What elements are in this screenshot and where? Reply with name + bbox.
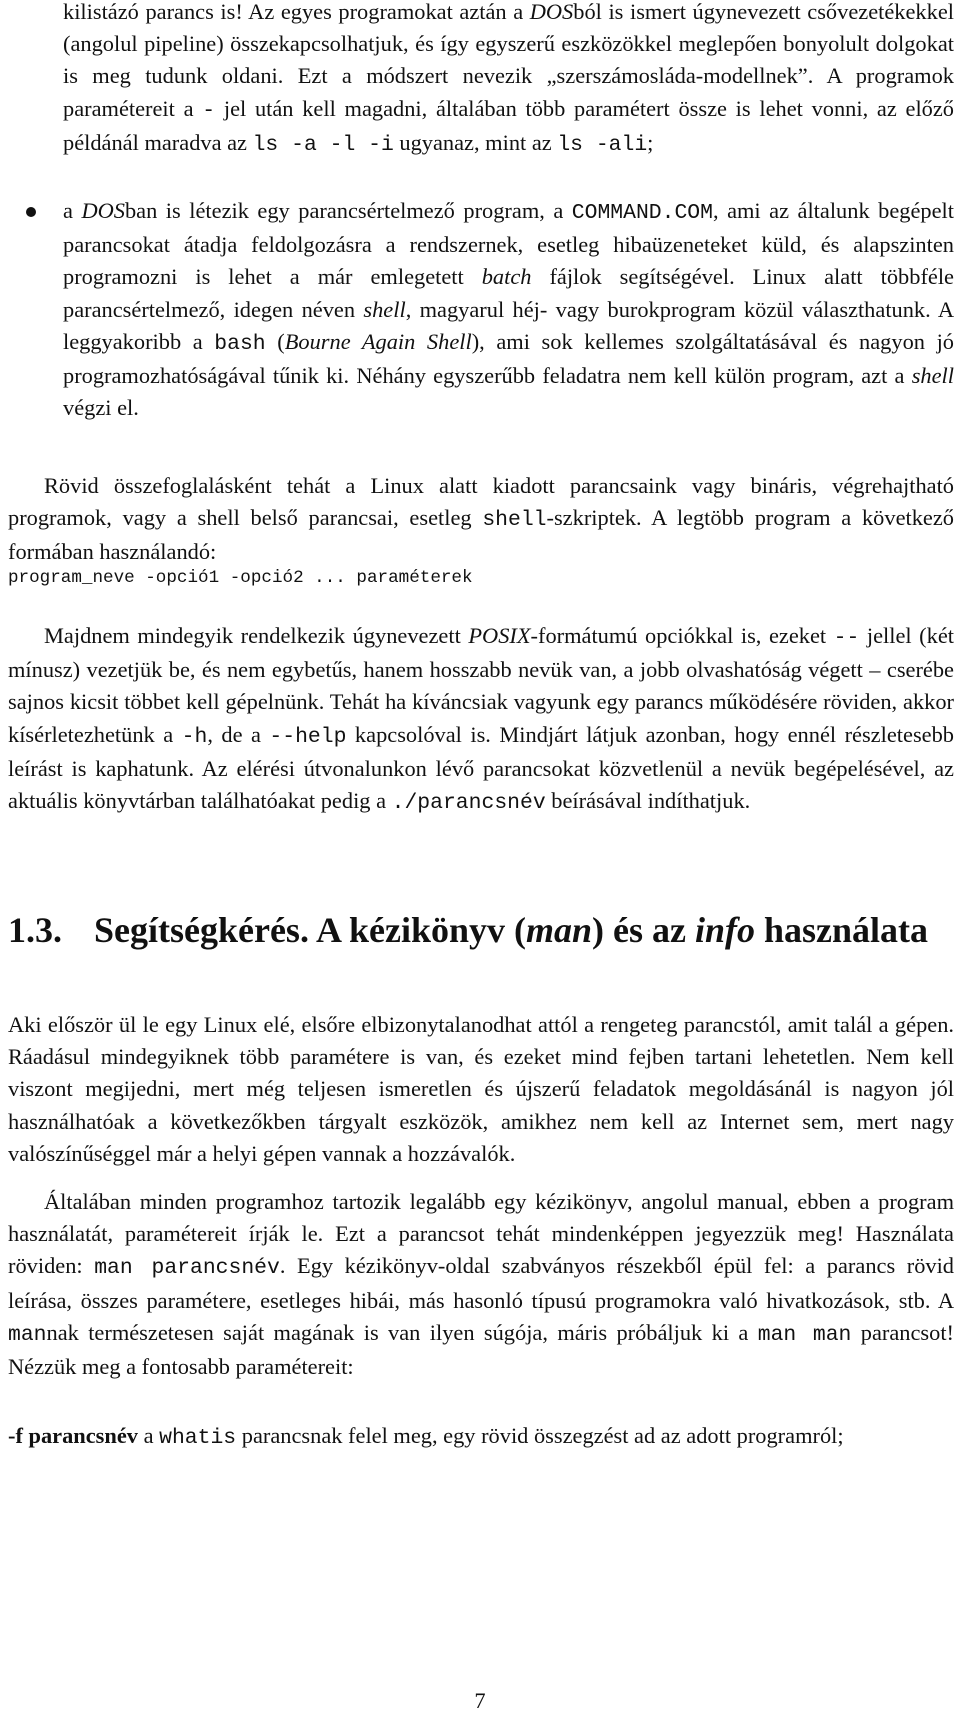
italic-term: POSIX	[468, 623, 531, 648]
section-number: 1.3.	[8, 910, 62, 950]
text-span: Általában minden programhoz tartozik legalább egy kézikönyv, angolul manual, ebben a program használatát, paramétereit írják le. Ezt a parancsot tehát mindenképpen jegyezzük meg! Használata röviden:	[8, 1189, 954, 1279]
text-span: jellel (két mínusz) vezetjük be, és nem egybetűs, hanem hosszabb nevük van, a jobb olvashatóság végett – cserébe sajnos kicsit többet kell gépelnünk. Tehát ha kíváncsiak vagyunk egy parancs működésére röviden, akkor kísérletezhetünk a	[8, 623, 954, 747]
inline-code: -h	[181, 724, 208, 749]
italic-term: shell	[363, 296, 406, 322]
inline-code: shell	[482, 508, 547, 533]
text-span: -szkriptek. A legtöbb program a következő formában használandó:	[8, 505, 954, 565]
text-span: beírásával indíthatjuk.	[545, 788, 751, 814]
text-span: parancsnak felel meg, egy rövid összegzést ad az adott programról;	[236, 1423, 844, 1448]
italic-term: Bourne Again Shell	[284, 328, 472, 354]
inline-code: COMMAND.COM	[571, 201, 713, 225]
italic-term: DOS	[529, 0, 574, 24]
text-span: nak természetesen saját magának is van ilyen súgója, máris próbáljuk ki a	[46, 1319, 758, 1345]
italic-term: shell	[911, 363, 954, 389]
inline-code: ls -a -l -i	[252, 132, 394, 157]
text-span: (	[265, 328, 285, 354]
inline-code: ./parancsnév	[391, 791, 546, 816]
manual-paragraph	[8, 1186, 954, 1383]
text-span: , de a	[207, 721, 270, 747]
summary-paragraph	[8, 470, 954, 569]
text-span: Rövid összefoglalásként tehát a Linux alatt kiadott parancsaink vagy bináris, végrehajtható programok, vagy a shell belső parancsai, esetleg	[8, 473, 954, 531]
section-heading	[8, 906, 954, 955]
text-span: fájlok segítségével. Linux alatt többféle parancsértelmező, idegen néven	[63, 264, 954, 322]
italic-term: info	[694, 910, 755, 950]
inline-code: man	[8, 1322, 47, 1347]
text-span: kapcsolóval is. Mindjárt látjuk azonban, hogy ennél részletesebb leírást is kaphatunk. Az elérési útvonalunkon lévő parancsokat közvetlenül a nevük begépelésével, az aktuális könyvtárban találhatóakat pedig a	[8, 721, 954, 814]
text-span: Majdnem mindegyik rendelkezik úgynevezett	[44, 623, 469, 648]
posix-paragraph	[8, 620, 954, 819]
text-span: végzi el.	[63, 395, 139, 421]
text-span: , ami az általunk begépelt parancsokat átadja feldolgozásra a rendszernek, esetleg hibaüzeneteket küld, és alapszinten programozni is lehet a már emlegetett	[63, 198, 954, 290]
text-span: parancsot! Nézzük meg a fontosabb paramétereit:	[8, 1319, 954, 1380]
text-span: ból is ismert úgynevezett csővezetékekkel (angolul pipeline) összekapcsolhatjuk, és így egyszerű eszközökkel meglepően bonyolult dolgokat is meg tudunk oldani. Ezt a módszert nevezik „szerszámosláda-modellnek”. A programok paramétereit a	[63, 0, 954, 121]
text-span: kilistázó parancs is! Az egyes programokat aztán a	[63, 0, 530, 24]
inline-code: --	[833, 626, 860, 650]
text-span: ) és az	[592, 910, 695, 950]
bullet-item-pipeline	[63, 0, 954, 161]
inline-code: ls -ali	[557, 132, 648, 157]
italic-term: batch	[481, 264, 532, 290]
code-example: program_neve -opció1 -opció2 ... paraméterek	[8, 568, 473, 588]
text-span: Segítségkérés. A kézikönyv (	[94, 910, 526, 950]
page-number: 7	[474, 1688, 486, 1713]
definition-item	[8, 1420, 954, 1454]
inline-code: --help	[269, 724, 347, 749]
text-span: . Egy kézikönyv-oldal szabványos részekből épül fel: a parancs rövid leírása, összes paramétere, esetleges hibái, más hasonló típusú programokra való hivatkozások, stb. A	[8, 1253, 954, 1313]
bullet-dot	[26, 207, 36, 217]
intro-paragraph: Aki először ül le egy Linux elé, elsőre elbizonytalanodhat attól a rengeteg parancstól, amit talál a gépen. Ráadásul mindegyiknek több paramétere is van, és ezeket mind fejben tartani lehetetlen. Nem kell viszont megijedni, mert még teljesen ismeretlen és újszerű feladatok megoldásánál is nagyon jól használhatóak a következőkben tárgyalt eszközök, amikhez nem kell az Internet sem, mert nagy valószínűséggel már a helyi gépen vannak a hozzávalók.	[8, 1012, 954, 1166]
inline-code: whatis	[159, 1426, 237, 1450]
inline-code: -	[202, 98, 216, 123]
text-span: ), ami sok kellemes szolgáltatásával és nagyon jó programozhatóságával tűnik ki. Néhány egyszerűbb feladatra nem kell külön program, azt a	[63, 328, 954, 389]
inline-code: man man	[757, 1322, 852, 1347]
text-span: a	[137, 1423, 160, 1448]
text-span: , magyarul héj- vagy burokprogram közül választhatunk. A leggyakoribb a	[63, 296, 954, 354]
inline-code: bash	[214, 331, 266, 356]
text-span: ugyanaz, mint az	[393, 129, 558, 155]
text-span: ban is létezik egy parancsértelmező program, a	[124, 198, 572, 223]
definition-term: -f parancsnév	[8, 1423, 138, 1448]
text-span: jel után kell magadni, általában több paramétert össze is lehet vonni, az előző példánál maradva az	[63, 95, 955, 155]
italic-term: man	[525, 910, 593, 950]
section-title	[94, 906, 954, 955]
text-span: -formátumú opciókkal is, ezeket	[530, 623, 834, 648]
text-span: ;	[647, 129, 654, 155]
bullet-item-command-interpreter	[63, 195, 954, 424]
italic-term: DOS	[81, 198, 125, 223]
inline-code: man parancsnév	[94, 1256, 280, 1281]
text-span: használata	[755, 910, 929, 950]
text-span: a	[63, 198, 82, 223]
